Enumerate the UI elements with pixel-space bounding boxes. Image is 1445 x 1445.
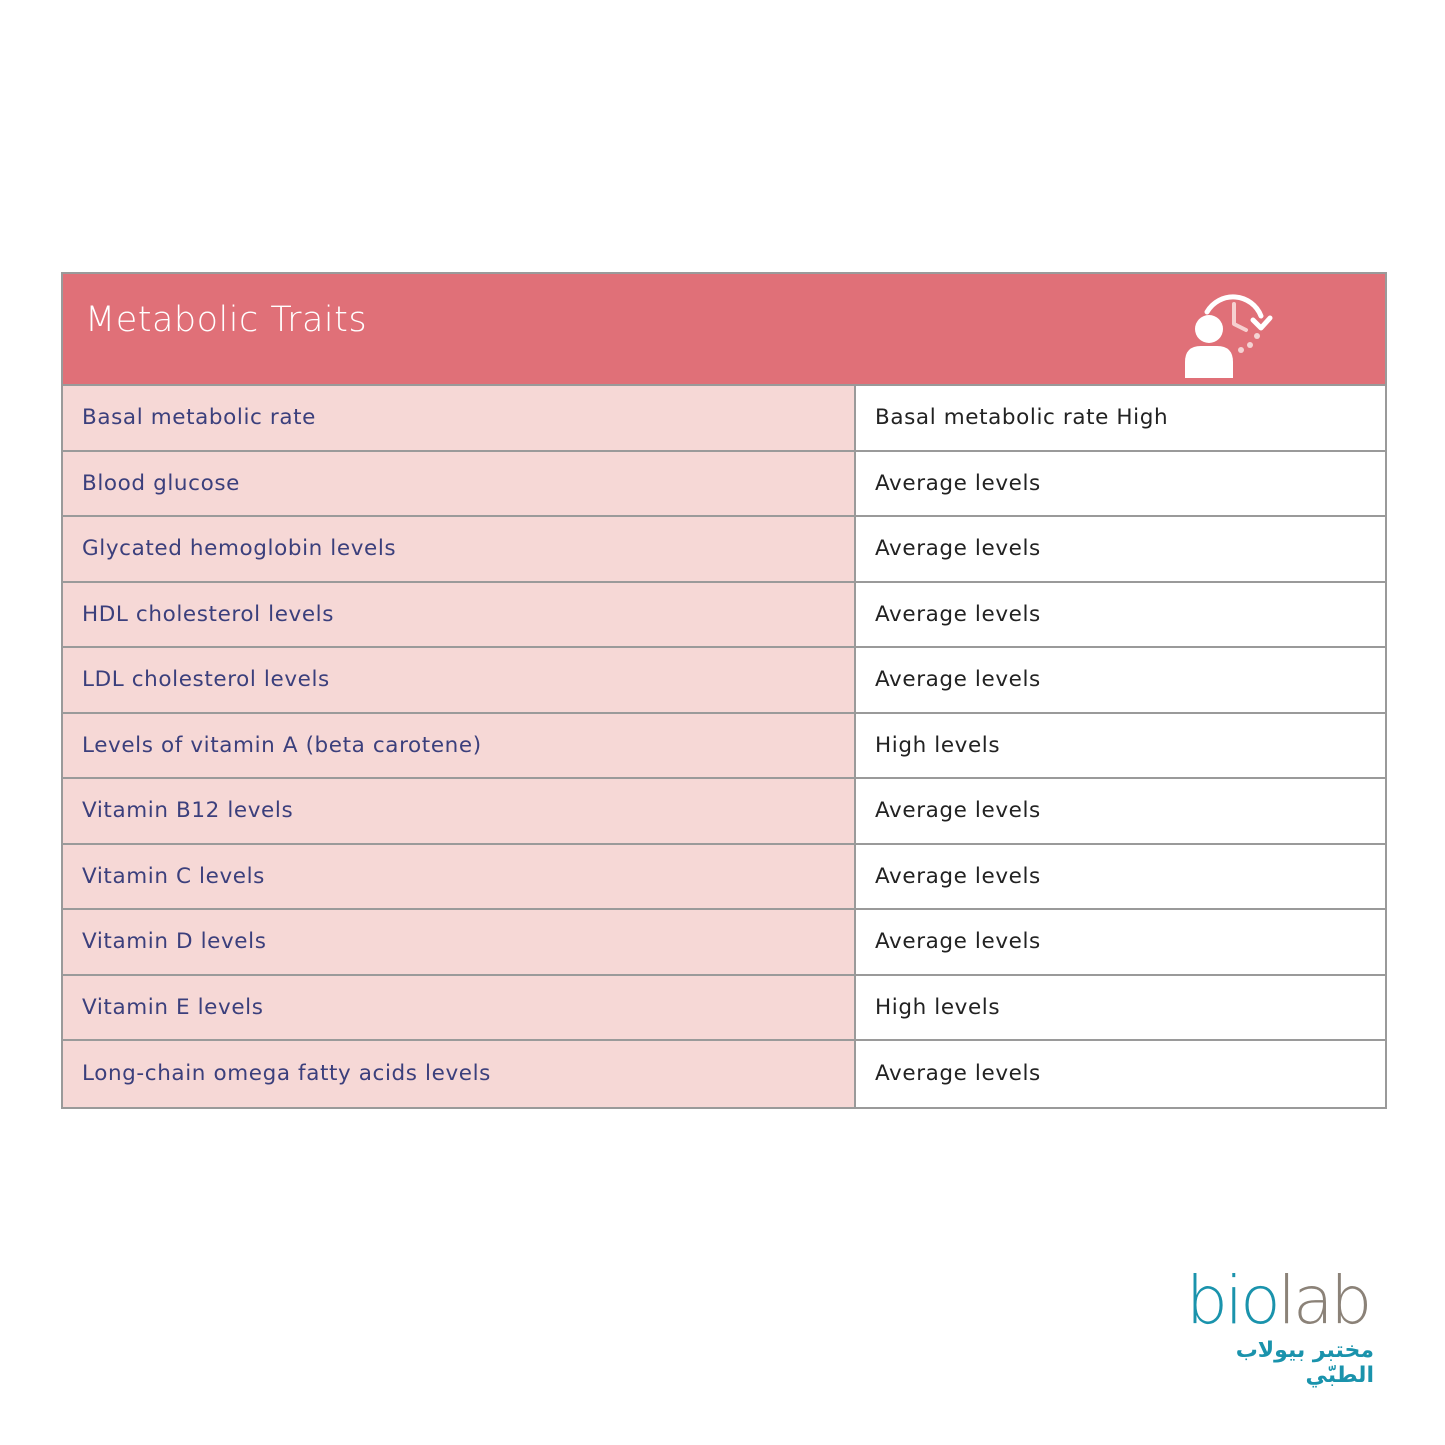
table-row xyxy=(63,779,1385,845)
table-row xyxy=(63,845,1385,911)
table-row xyxy=(63,583,1385,649)
logo-arabic-text: مختبر بيولاب الطبّي xyxy=(1235,1338,1374,1388)
table-row xyxy=(63,648,1385,714)
trait-cell: Glycated hemoglobin levels xyxy=(63,517,856,581)
metabolic-traits-table xyxy=(61,272,1387,1109)
table-row xyxy=(63,910,1385,976)
trait-cell: Vitamin C levels xyxy=(63,845,856,909)
biolab-logo xyxy=(1186,1262,1386,1388)
table-title: Metabolic Traits xyxy=(85,300,368,340)
trait-cell: Basal metabolic rate xyxy=(63,386,856,450)
table-row xyxy=(63,714,1385,780)
person-clock-icon xyxy=(1179,286,1279,378)
result-cell: Average levels xyxy=(856,452,1385,516)
table-row xyxy=(63,976,1385,1042)
table-row xyxy=(63,386,1385,452)
logo-lab-text: lab xyxy=(1277,1262,1370,1339)
table-row xyxy=(63,1041,1385,1107)
result-cell: Average levels xyxy=(856,845,1385,909)
logo-wordmark xyxy=(1186,1262,1370,1339)
trait-cell: Vitamin B12 levels xyxy=(63,779,856,843)
logo-bio-text: bio xyxy=(1186,1262,1278,1339)
result-cell: High levels xyxy=(856,976,1385,1040)
result-cell: Basal metabolic rate High xyxy=(856,386,1385,450)
result-cell: Average levels xyxy=(856,779,1385,843)
result-cell: Average levels xyxy=(856,517,1385,581)
result-cell: Average levels xyxy=(856,583,1385,647)
table-header xyxy=(63,274,1385,386)
table-row xyxy=(63,517,1385,583)
result-cell: Average levels xyxy=(856,910,1385,974)
trait-cell: HDL cholesterol levels xyxy=(63,583,856,647)
trait-cell: Vitamin E levels xyxy=(63,976,856,1040)
trait-cell: Levels of vitamin A (beta carotene) xyxy=(63,714,856,778)
trait-cell: Long-chain omega fatty acids levels xyxy=(63,1041,856,1107)
table-row xyxy=(63,452,1385,518)
trait-cell: Vitamin D levels xyxy=(63,910,856,974)
trait-cell: LDL cholesterol levels xyxy=(63,648,856,712)
result-cell: High levels xyxy=(856,714,1385,778)
result-cell: Average levels xyxy=(856,648,1385,712)
trait-cell: Blood glucose xyxy=(63,452,856,516)
result-cell: Average levels xyxy=(856,1041,1385,1107)
